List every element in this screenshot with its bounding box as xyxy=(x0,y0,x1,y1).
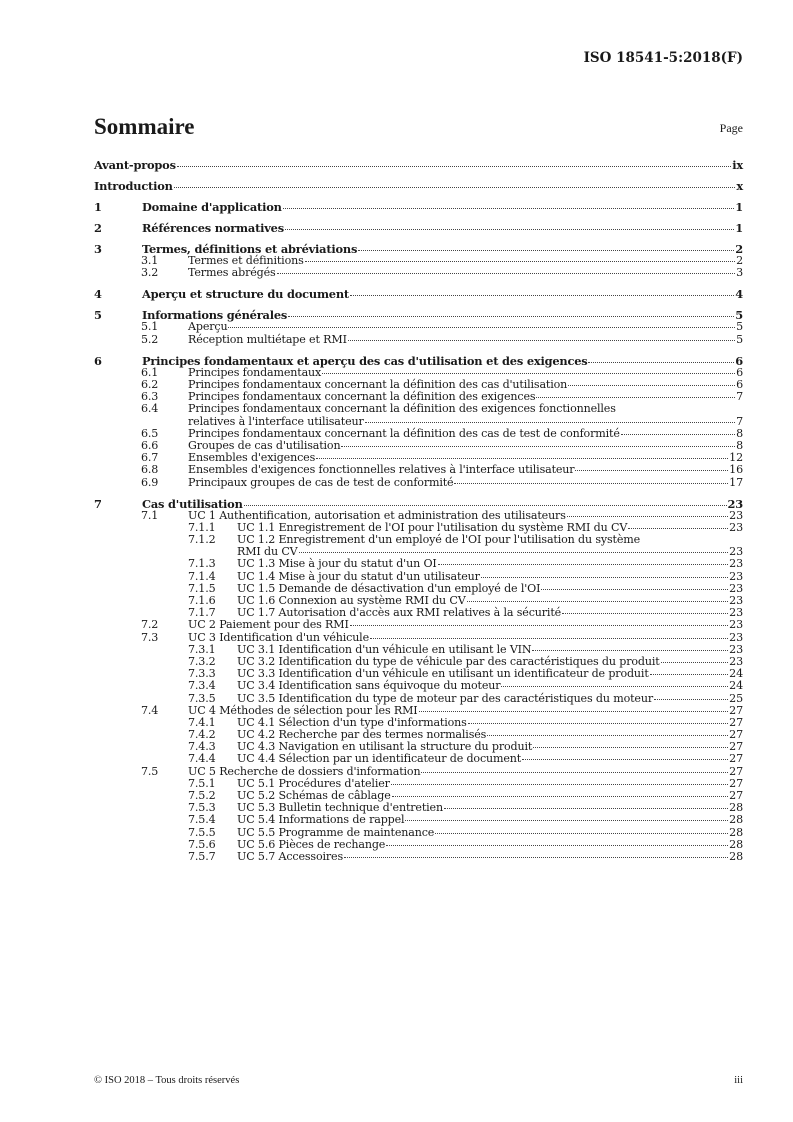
dot-leader xyxy=(588,362,734,363)
toc-entry-number: 6 xyxy=(94,353,102,368)
toc-entry-number: 7.1.5 xyxy=(188,581,216,595)
dot-leader xyxy=(481,577,728,578)
dot-leader xyxy=(522,759,728,760)
toc-entry-page: 23 xyxy=(729,569,743,583)
toc-entry-page: 8 xyxy=(736,438,743,452)
toc-entry-page: 5 xyxy=(735,308,743,323)
toc-entry[interactable] xyxy=(94,765,743,776)
toc-entry-title: Introduction xyxy=(94,178,173,193)
dot-leader xyxy=(435,833,728,834)
toc-entry-number: 7.4.2 xyxy=(188,728,216,742)
toc-entry-title: UC 5 Recherche de dossiers d'information xyxy=(188,764,421,778)
toc-entry-title: Réception multiétape et RMI xyxy=(188,332,347,346)
toc-entry[interactable] xyxy=(94,789,743,800)
toc-entry-page: 3 xyxy=(736,266,743,280)
toc-entry-page: 2 xyxy=(735,241,743,256)
toc-entry-title: UC 2 Paiement pour des RMI xyxy=(188,618,349,632)
toc-entry-page: 27 xyxy=(729,703,743,717)
dot-leader xyxy=(365,422,735,423)
toc-entry[interactable] xyxy=(94,692,743,703)
toc-entry[interactable] xyxy=(94,378,743,392)
dot-leader xyxy=(487,735,728,736)
toc-entry-number: 6.2 xyxy=(141,378,159,392)
toc-entry[interactable] xyxy=(94,582,743,593)
dot-leader xyxy=(277,273,736,274)
toc-entry-title: UC 3.2 Identification du type de véhicule par des caractéristiques du produit xyxy=(237,654,660,668)
toc-entry-number: 6.1 xyxy=(141,365,159,379)
toc-entry-title: Avant-propos xyxy=(94,158,176,172)
toc-entry[interactable] xyxy=(94,266,743,280)
dot-leader xyxy=(562,613,728,614)
toc-entry-title: UC 1.5 Demande de désactivation d'un employé de l'OI xyxy=(237,581,541,595)
dot-leader xyxy=(661,662,729,663)
toc-entry-number: 7.5.1 xyxy=(188,776,216,790)
toc-entry-title: Références normatives xyxy=(142,220,284,235)
toc-entry-number: 7.5.4 xyxy=(188,813,216,827)
dot-leader xyxy=(348,340,735,341)
dot-leader xyxy=(316,458,728,459)
toc-entry-number: 7.4.1 xyxy=(188,715,216,729)
toc-entry-number: 7.5.6 xyxy=(188,837,216,851)
toc-entry[interactable] xyxy=(94,643,743,654)
dot-leader xyxy=(621,434,735,435)
toc-entry-page: ix xyxy=(732,158,743,172)
toc-entry-number: 7.3.1 xyxy=(188,642,216,656)
toc-entry-number: 7.3.4 xyxy=(188,679,216,693)
toc-entry-number: 7.1.3 xyxy=(188,557,216,571)
toc-entry-page: 27 xyxy=(729,764,743,778)
dot-leader xyxy=(283,208,735,209)
toc-entry[interactable] xyxy=(94,241,743,256)
dot-leader xyxy=(350,625,728,626)
toc-entry-page: 6 xyxy=(736,378,743,392)
toc-entry-number: 7.1.2 xyxy=(188,533,216,547)
toc-entry-page: 23 xyxy=(729,520,743,534)
toc-entry[interactable] xyxy=(94,451,743,465)
toc-entry[interactable] xyxy=(94,521,743,532)
toc-entry-number: 6.6 xyxy=(141,438,159,452)
dot-leader xyxy=(299,552,729,553)
toc-entry-number: 7.1.1 xyxy=(188,520,216,534)
toc-entry-number: 7.4 xyxy=(141,703,159,717)
toc-entry[interactable] xyxy=(94,390,743,404)
dot-leader xyxy=(467,601,729,602)
toc-title: Sommaire xyxy=(94,114,195,139)
toc-entry-title: UC 4.2 Recherche par des termes normalisés xyxy=(237,728,487,742)
toc-entry-number: 2 xyxy=(94,220,102,235)
toc-entry-number: 6.3 xyxy=(141,390,159,404)
toc-entry-number: 7.5.2 xyxy=(188,789,216,802)
toc-entry-number: 7.1.4 xyxy=(188,569,216,583)
dot-leader xyxy=(532,650,728,651)
toc-entry[interactable] xyxy=(94,402,743,416)
toc-entry-page: 27 xyxy=(729,715,743,729)
dot-leader xyxy=(501,686,728,687)
toc-entry[interactable] xyxy=(94,838,743,849)
toc-entry-title: UC 5.1 Procédures d'atelier xyxy=(237,776,390,790)
dot-leader xyxy=(468,723,728,724)
dot-leader xyxy=(575,470,728,471)
toc-entry-title: UC 4 Méthodes de sélection pour les RMI xyxy=(188,703,418,717)
toc-entry-page: 27 xyxy=(729,752,743,766)
dot-leader xyxy=(391,784,728,785)
dot-leader xyxy=(305,261,735,262)
toc-entry[interactable] xyxy=(94,704,743,715)
toc-entry-page: 27 xyxy=(729,789,743,802)
toc-entry-title: Groupes de cas d'utilisation xyxy=(188,438,341,452)
toc-entry-title: RMI du CV xyxy=(237,545,298,559)
toc-entry-title: Principes fondamentaux concernant la définition des cas de test de conformité xyxy=(188,426,620,440)
dot-leader xyxy=(438,564,729,565)
toc-entry-title: UC 3.1 Identification d'un véhicule en utilisant le VIN xyxy=(237,642,532,656)
toc-entry-page: 28 xyxy=(729,813,743,827)
toc-entry-page: 28 xyxy=(729,801,743,815)
toc-entry[interactable] xyxy=(94,740,743,754)
footer-copyright: © ISO 2018 – Tous droits réservés xyxy=(94,1075,240,1086)
toc-entry[interactable] xyxy=(94,320,743,334)
toc-entry[interactable] xyxy=(94,570,743,581)
toc-entry-title: UC 1.3 Mise à jour du statut d'un OI xyxy=(237,557,437,571)
dot-leader xyxy=(419,711,729,712)
toc-entry[interactable] xyxy=(94,509,743,520)
toc-entry-number: 7.3 xyxy=(141,630,159,644)
toc-entry-number: 6.8 xyxy=(141,463,159,477)
toc-entry-page: 28 xyxy=(729,849,743,863)
toc-entry-title: Ensembles d'exigences fonctionnelles relatives à l'interface utilisateur xyxy=(188,463,575,477)
toc-entry-page: 7 xyxy=(736,414,743,428)
toc-entry-title: Aperçu xyxy=(188,320,228,334)
toc-entry-page: 23 xyxy=(727,496,743,511)
toc-entry[interactable] xyxy=(94,777,743,788)
toc-entry[interactable] xyxy=(94,496,743,511)
toc-entry-title: Ensembles d'exigences xyxy=(188,451,316,465)
dot-leader xyxy=(341,446,735,447)
toc-entry[interactable] xyxy=(94,476,743,487)
toc-entry-page: 23 xyxy=(729,630,743,644)
dot-leader xyxy=(628,528,728,529)
toc-entry-page: 23 xyxy=(729,594,743,607)
dot-leader xyxy=(444,808,728,809)
toc-entry[interactable] xyxy=(94,366,743,377)
toc-entry-page: 5 xyxy=(736,320,743,334)
toc-entry[interactable] xyxy=(94,557,743,571)
toc-entry-page: 28 xyxy=(729,837,743,851)
toc-entry-page: 23 xyxy=(729,606,743,620)
toc-entry-page: 27 xyxy=(729,740,743,754)
toc-entry-page: 28 xyxy=(729,825,743,839)
toc-entry[interactable] xyxy=(94,178,743,193)
dot-leader xyxy=(454,483,728,484)
toc-entry-title: Principes fondamentaux concernant la définition des cas d'utilisation xyxy=(188,378,568,392)
toc-entry[interactable] xyxy=(94,618,743,632)
toc-entry-title: UC 5.3 Bulletin technique d'entretien xyxy=(237,801,443,815)
table-of-contents xyxy=(94,158,743,861)
toc-entry-number: 7.3.2 xyxy=(188,654,216,668)
toc-entry-page: 6 xyxy=(736,365,743,379)
toc-entry-number: 4 xyxy=(94,287,102,302)
toc-entry-title: Principes fondamentaux concernant la définition des exigences xyxy=(188,390,536,404)
toc-entry-title: UC 1.4 Mise à jour du statut d'un utilisateur xyxy=(237,569,480,583)
toc-entry-number: 7.3.5 xyxy=(188,691,216,705)
toc-entry-number: 3.2 xyxy=(141,266,159,280)
toc-entry-number: 7.5.3 xyxy=(188,801,216,815)
dot-leader xyxy=(568,385,735,386)
toc-entry[interactable] xyxy=(94,606,743,620)
toc-entry-title: Termes, définitions et abréviations xyxy=(142,241,358,256)
toc-entry-title: UC 5.4 Informations de rappel xyxy=(237,813,405,827)
dot-leader xyxy=(285,229,734,230)
dot-leader xyxy=(567,516,728,517)
toc-entry-page: x xyxy=(736,178,743,193)
toc-entry-title: UC 4.4 Sélection par un identificateur de document xyxy=(237,752,522,766)
toc-entry-page: 24 xyxy=(729,667,743,681)
dot-leader xyxy=(322,373,735,374)
toc-entry-page: 23 xyxy=(729,508,743,522)
toc-entry[interactable] xyxy=(94,813,743,827)
toc-entry-number: 5 xyxy=(94,308,102,323)
toc-entry[interactable] xyxy=(94,826,743,837)
toc-entry-title: UC 5.7 Accessoires xyxy=(237,849,344,863)
dot-leader xyxy=(536,397,735,398)
toc-entry-title: Principes fondamentaux concernant la définition des exigences fonctionnelles xyxy=(188,402,616,416)
toc-entry-number: 3 xyxy=(94,241,102,256)
toc-entry-title: Termes et définitions xyxy=(188,254,304,268)
toc-entry[interactable] xyxy=(94,427,743,438)
toc-entry-title: UC 4.1 Sélection d'un type d'informations xyxy=(237,715,467,729)
toc-entry-page: 5 xyxy=(736,332,743,346)
toc-entry-number: 6.5 xyxy=(141,426,159,440)
dot-leader xyxy=(541,589,728,590)
toc-entry-page: 23 xyxy=(729,642,743,656)
toc-entry[interactable] xyxy=(94,545,743,559)
dot-leader xyxy=(392,796,729,797)
toc-entry[interactable] xyxy=(94,667,743,681)
toc-entry-title: UC 3 Identification d'un véhicule xyxy=(188,630,370,644)
dot-leader xyxy=(350,295,734,296)
toc-entry-number: 7.1 xyxy=(141,508,159,522)
dot-leader xyxy=(386,845,728,846)
toc-entry[interactable] xyxy=(94,463,743,477)
toc-entry[interactable] xyxy=(94,728,743,742)
toc-entry[interactable] xyxy=(94,533,743,547)
toc-entry[interactable] xyxy=(94,594,743,605)
dot-leader xyxy=(533,747,728,748)
toc-entry-number: 7.2 xyxy=(141,618,159,632)
toc-entry-page: 12 xyxy=(729,451,743,465)
toc-entry[interactable] xyxy=(94,801,743,815)
toc-entry[interactable] xyxy=(94,631,743,642)
toc-entry[interactable] xyxy=(94,415,743,426)
toc-entry-title: UC 1.6 Connexion au système RMI du CV xyxy=(237,594,466,607)
toc-entry[interactable] xyxy=(94,308,743,323)
dot-leader xyxy=(177,166,731,167)
dot-leader xyxy=(654,699,728,700)
toc-entry-page: 25 xyxy=(729,691,743,705)
toc-entry[interactable] xyxy=(94,850,743,861)
footer-page-number: iii xyxy=(734,1075,743,1086)
toc-entry-title: UC 5.5 Programme de maintenance xyxy=(237,825,435,839)
page-column-label: Page xyxy=(719,121,743,135)
toc-entry-page: 23 xyxy=(729,654,743,668)
toc-entry-title: UC 1.2 Enregistrement d'un employé de l'OI pour l'utilisation du système xyxy=(237,533,641,547)
document-id: ISO 18541-5:2018(F) xyxy=(583,50,743,66)
dot-leader xyxy=(174,187,736,188)
dot-leader xyxy=(288,316,734,317)
toc-entry-page: 23 xyxy=(729,581,743,595)
toc-entry[interactable] xyxy=(94,716,743,727)
toc-entry-page: 6 xyxy=(735,353,743,368)
toc-entry-title: Domaine d'application xyxy=(142,199,282,214)
toc-entry[interactable] xyxy=(94,158,743,172)
toc-entry-number: 7.4.3 xyxy=(188,740,216,754)
toc-entry-page: 1 xyxy=(735,199,743,214)
toc-entry-number: 3.1 xyxy=(141,254,159,268)
toc-entry[interactable] xyxy=(94,333,743,344)
toc-entry-number: 7.4.4 xyxy=(188,752,216,766)
toc-entry-number: 7.1.6 xyxy=(188,594,216,607)
toc-entry-page: 2 xyxy=(736,254,743,268)
dot-leader xyxy=(344,857,728,858)
toc-entry-page: 8 xyxy=(736,426,743,440)
dot-leader xyxy=(405,820,728,821)
toc-entry[interactable] xyxy=(94,353,743,368)
toc-entry-title: UC 4.3 Navigation en utilisant la structure du produit xyxy=(237,740,533,754)
toc-entry[interactable] xyxy=(94,655,743,666)
dot-leader xyxy=(228,327,735,328)
toc-entry-number: 5.2 xyxy=(141,332,159,346)
toc-entry[interactable] xyxy=(94,220,743,235)
toc-entry-number: 6.9 xyxy=(141,475,159,489)
toc-entry-title: Informations générales xyxy=(142,308,288,323)
dot-leader xyxy=(421,772,728,773)
toc-header xyxy=(94,114,743,140)
toc-entry[interactable] xyxy=(94,439,743,450)
toc-entry-title: Principes fondamentaux xyxy=(188,365,322,379)
toc-entry-title: relatives à l'interface utilisateur xyxy=(188,414,364,428)
dot-leader xyxy=(358,250,734,251)
toc-entry[interactable] xyxy=(94,254,743,268)
toc-entry-number: 6.7 xyxy=(141,451,159,465)
toc-entry-title: UC 1.1 Enregistrement de l'OI pour l'utilisation du système RMI du CV xyxy=(237,520,628,534)
toc-entry-title: Principes fondamentaux et aperçu des cas d'utilisation et des exigences xyxy=(142,353,588,368)
toc-entry-number: 7.5.5 xyxy=(188,825,216,839)
toc-entry-page: 27 xyxy=(729,728,743,742)
dot-leader xyxy=(370,638,728,639)
toc-entry-number: 6.4 xyxy=(141,402,159,416)
toc-entry-page: 27 xyxy=(729,776,743,790)
toc-entry-number: 7.3.3 xyxy=(188,667,216,681)
toc-entry-page: 16 xyxy=(729,463,743,477)
toc-entry-page: 23 xyxy=(729,545,743,559)
toc-entry-number: 1 xyxy=(94,199,102,214)
toc-entry-title: Cas d'utilisation xyxy=(142,496,243,511)
toc-entry-title: UC 5.2 Schémas de câblage xyxy=(237,789,391,802)
toc-entry-page: 24 xyxy=(729,679,743,693)
toc-entry-title: UC 5.6 Pièces de rechange xyxy=(237,837,386,851)
toc-entry[interactable] xyxy=(94,679,743,693)
toc-entry-title: Aperçu et structure du document xyxy=(142,287,349,302)
toc-entry-page: 4 xyxy=(735,287,743,302)
toc-entry-title: Termes abrégés xyxy=(188,266,276,280)
toc-entry[interactable] xyxy=(94,199,743,214)
toc-entry-page: 17 xyxy=(729,475,743,489)
toc-entry-title: UC 3.5 Identification du type de moteur par des caractéristiques du moteur xyxy=(237,691,653,705)
dot-leader xyxy=(244,505,727,506)
toc-entry-title: Principaux groupes de cas de test de conformité xyxy=(188,475,454,489)
toc-entry-page: 23 xyxy=(729,557,743,571)
toc-entry-title: UC 3.4 Identification sans équivoque du moteur xyxy=(237,679,501,693)
toc-entry-number: 7.1.7 xyxy=(188,606,216,620)
toc-entry[interactable] xyxy=(94,752,743,766)
toc-entry-number: 7.5 xyxy=(141,764,159,778)
toc-entry-number: 7 xyxy=(94,496,102,511)
toc-entry-title: UC 1.7 Autorisation d'accès aux RMI relatives à la sécurité xyxy=(237,606,562,620)
toc-entry-page: 1 xyxy=(735,220,743,235)
toc-entry-title: UC 3.3 Identification d'un véhicule en utilisant un identificateur de produit xyxy=(237,667,649,681)
toc-entry-number: 7.5.7 xyxy=(188,849,216,863)
toc-entry-page: 23 xyxy=(729,618,743,632)
dot-leader xyxy=(650,674,729,675)
toc-entry-number: 5.1 xyxy=(141,320,159,334)
toc-entry-title: UC 1 Authentification, autorisation et administration des utilisateurs xyxy=(188,508,566,522)
toc-entry[interactable] xyxy=(94,287,743,302)
toc-entry-page: 7 xyxy=(736,390,743,404)
